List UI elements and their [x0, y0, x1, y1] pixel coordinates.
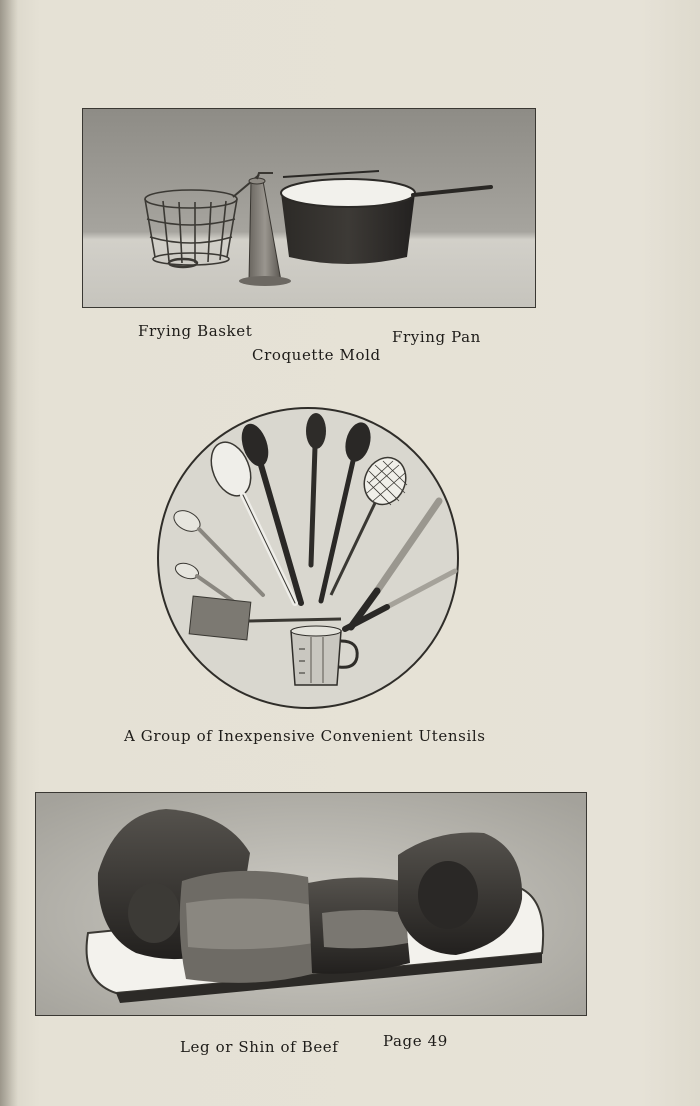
photo-utensils-group	[155, 405, 461, 711]
caption-leg-of-beef: Leg or Shin of Beef	[180, 1038, 339, 1056]
caption-frying-basket: Frying Basket	[138, 322, 253, 340]
page-number: Page 49	[383, 1032, 448, 1050]
binding-shadow	[0, 0, 18, 1106]
photo-frying-utensils	[82, 108, 536, 308]
caption-utensils-group: A Group of Inexpensive Convenient Utensils	[124, 727, 486, 745]
photo-leg-of-beef	[35, 792, 587, 1016]
caption-frying-pan: Frying Pan	[392, 328, 481, 346]
caption-croquette-mold: Croquette Mold	[252, 346, 381, 364]
